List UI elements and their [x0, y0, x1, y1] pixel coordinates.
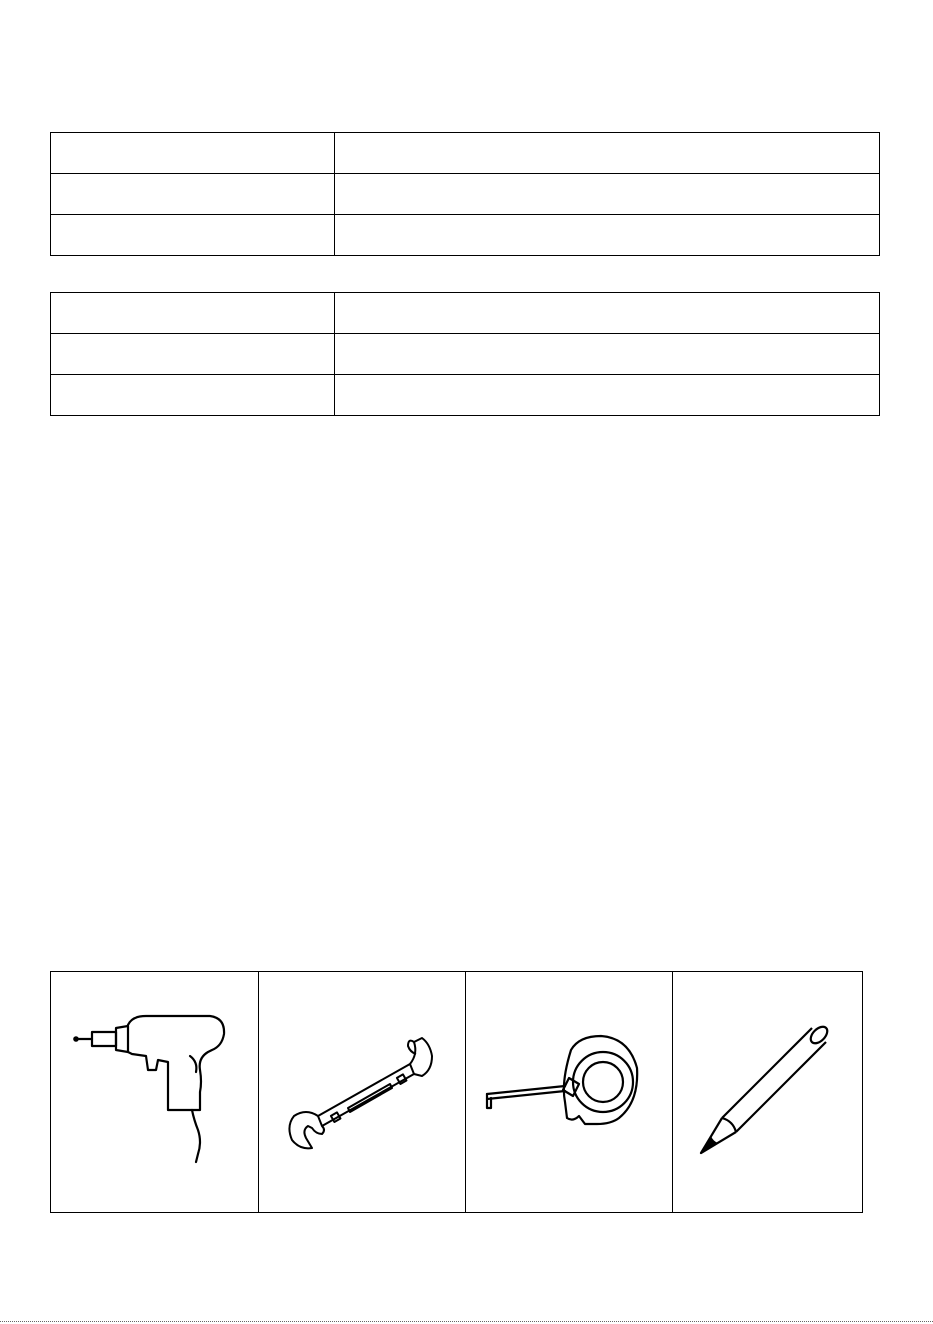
spec-table-2: [50, 292, 880, 416]
table-row: [51, 334, 880, 375]
tool-cell-tape-measure: [466, 972, 673, 1213]
table-row: [51, 972, 863, 1213]
tool-cell-drill: [51, 972, 259, 1213]
table-cell: [335, 334, 880, 375]
spec-table-1: [50, 132, 880, 256]
table-cell: [51, 215, 335, 256]
open-end-wrench-icon: [282, 1030, 442, 1155]
table-cell: [335, 215, 880, 256]
table-row: [51, 293, 880, 334]
table-row: [51, 375, 880, 416]
table-cell: [51, 174, 335, 215]
pencil-icon: [693, 1017, 843, 1167]
table-row: [51, 133, 880, 174]
table-cell: [51, 133, 335, 174]
tape-measure-icon: [479, 1032, 659, 1152]
page-bottom-divider: [0, 1321, 933, 1322]
table-cell: [335, 174, 880, 215]
table-cell: [335, 375, 880, 416]
tool-cell-pencil: [673, 972, 863, 1213]
table-row: [51, 174, 880, 215]
electric-drill-icon: [70, 1012, 240, 1172]
table-cell: [335, 293, 880, 334]
table-cell: [51, 375, 335, 416]
tool-cell-wrench: [259, 972, 466, 1213]
table-row: [51, 215, 880, 256]
table-cell: [51, 334, 335, 375]
table-cell: [335, 133, 880, 174]
table-cell: [51, 293, 335, 334]
required-tools-table: [50, 971, 863, 1213]
